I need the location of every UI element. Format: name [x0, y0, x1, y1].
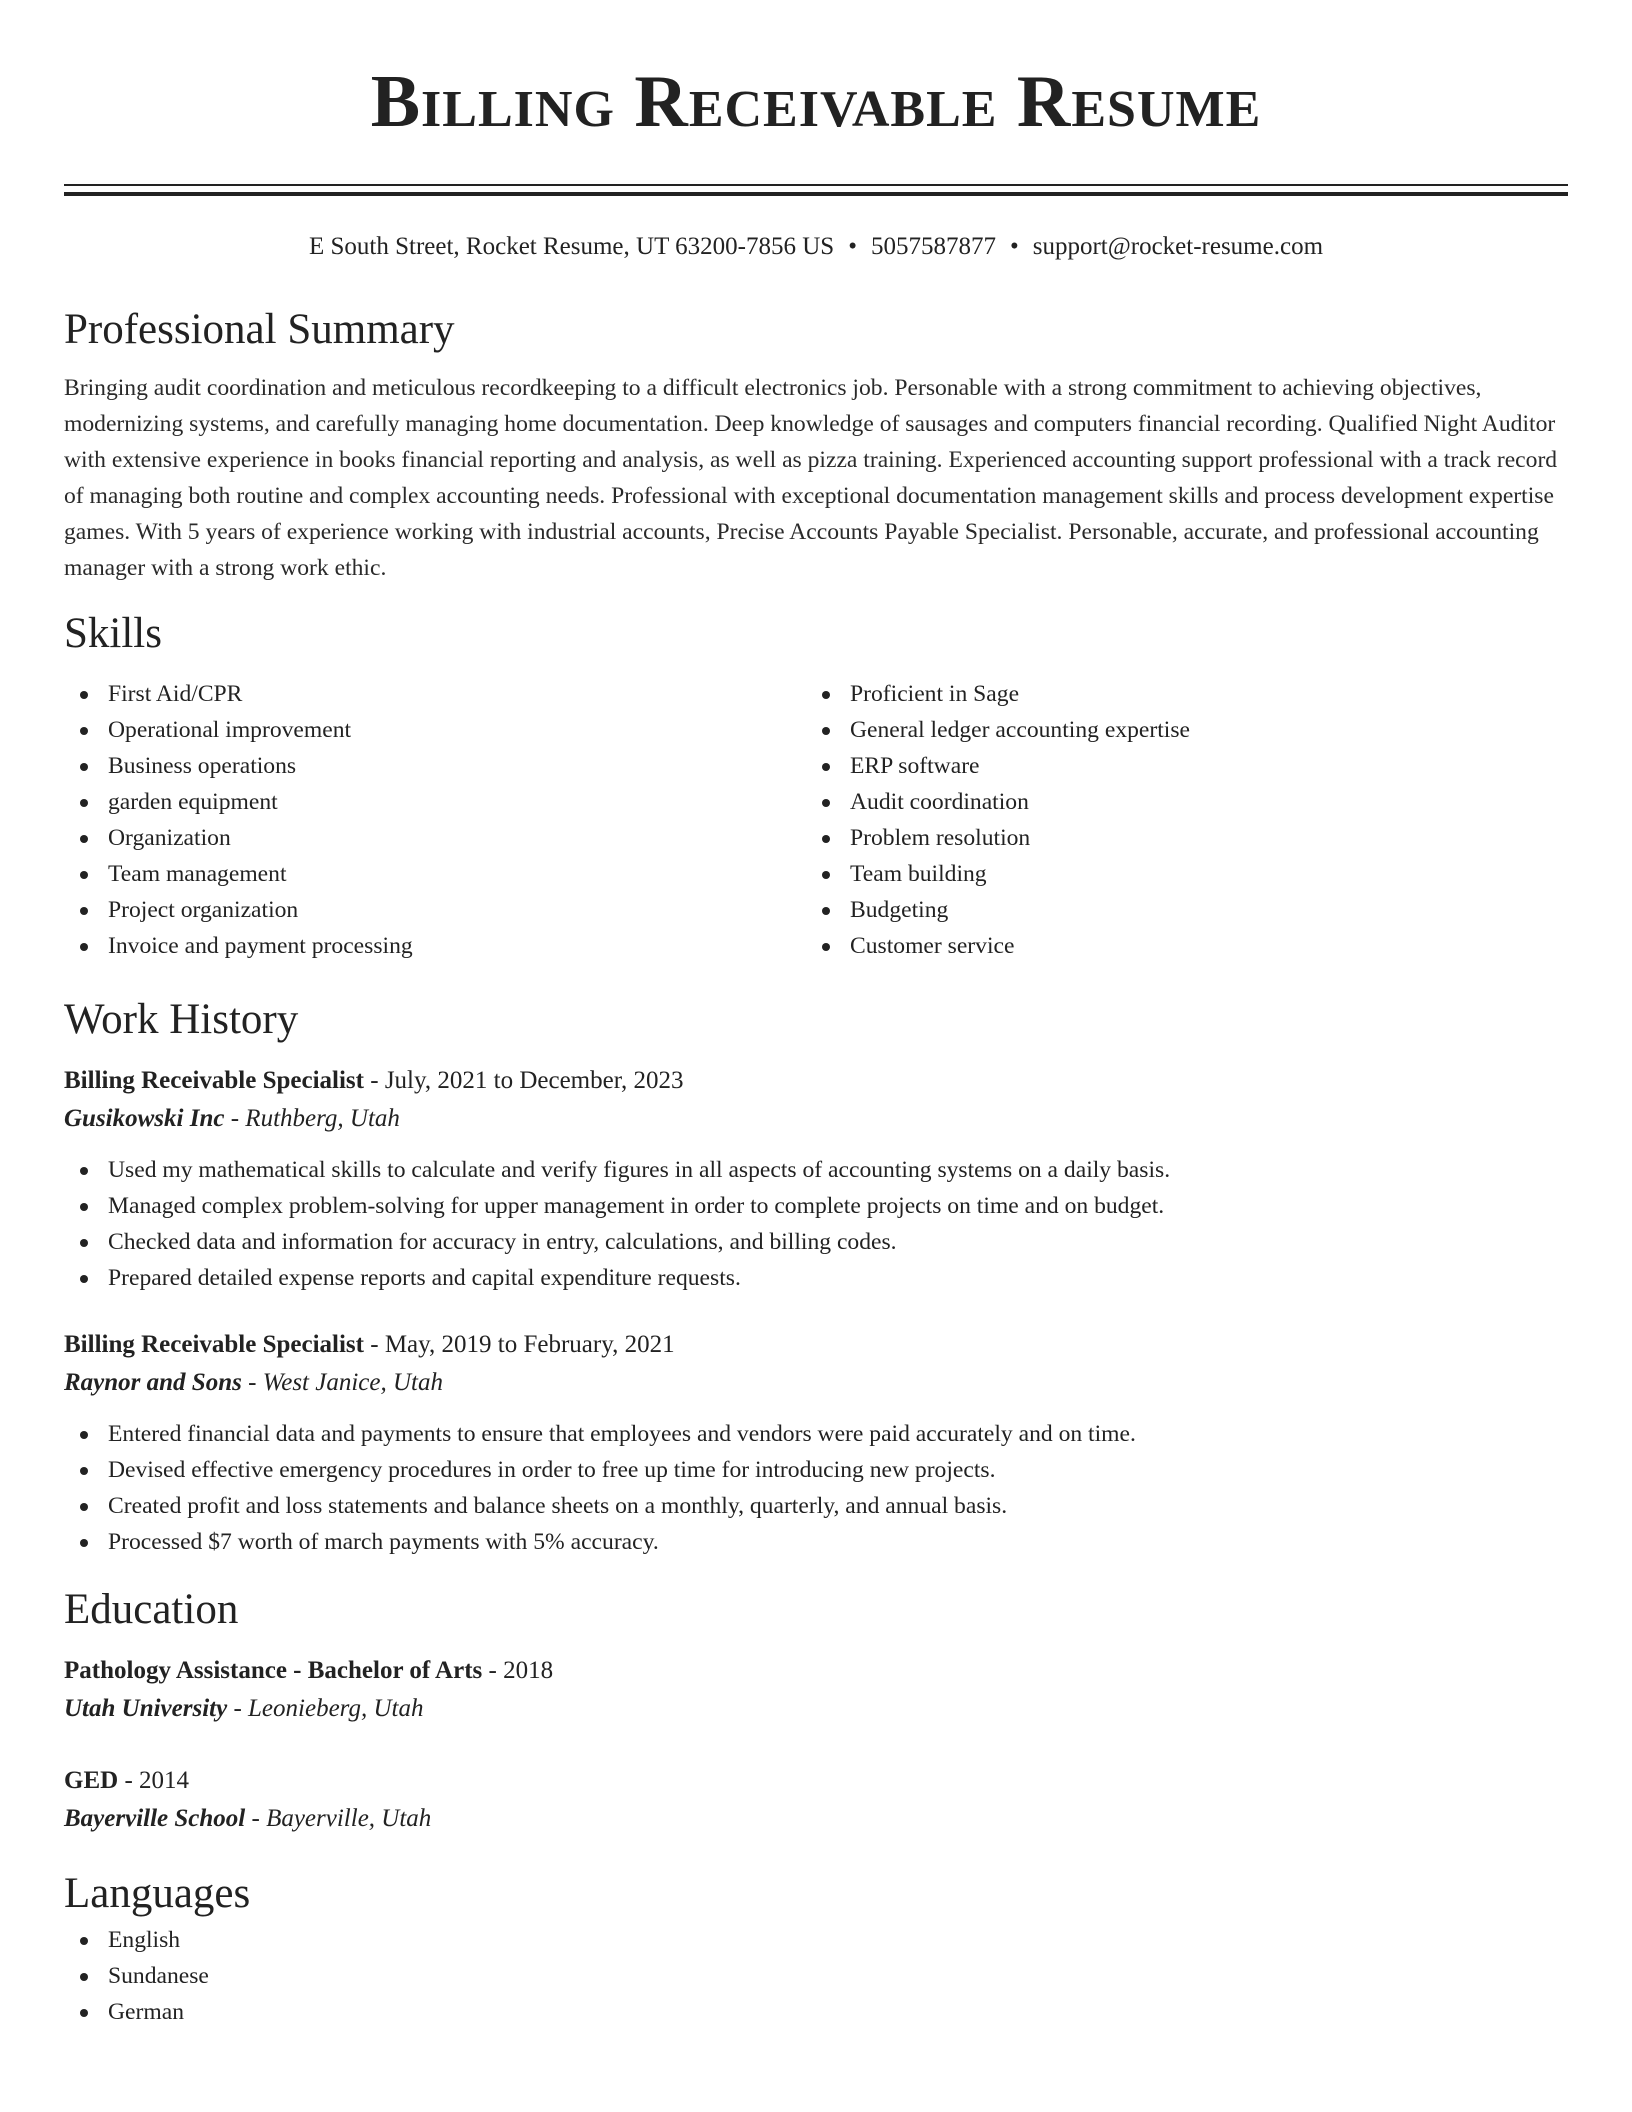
job-dates: July, 2021 to December, 2023: [384, 1067, 684, 1094]
contact-phone: 5057587877: [870, 233, 996, 260]
job-title: Billing Receivable Specialist: [64, 1067, 364, 1094]
skill-item: Business operations: [64, 748, 806, 784]
education-header: Pathology Assistance - Bachelor of Arts - 2018: [64, 1657, 554, 1684]
skill-item: Proficient in Sage: [806, 676, 1548, 712]
contact-separator: •: [848, 233, 857, 260]
education-year: 2018: [503, 1657, 554, 1684]
language-item: English: [64, 1922, 1568, 1958]
education-school-line: Utah University - Leonieberg, Utah: [64, 1695, 424, 1722]
skill-item: Operational improvement: [64, 712, 806, 748]
job-bullet: Prepared detailed expense reports and capital expenditure requests.: [64, 1260, 1568, 1296]
education-header: GED - 2014: [64, 1767, 190, 1794]
skill-item: Team management: [64, 856, 806, 892]
education-location: Leonieberg, Utah: [248, 1695, 424, 1722]
language-item: Sundanese: [64, 1958, 1568, 1994]
job-bullet: Checked data and information for accuracy in entry, calculations, and billing codes.: [64, 1224, 1568, 1260]
resume-title: Billing Receivable Resume: [370, 61, 1262, 143]
education-entry: [64, 1762, 1568, 1838]
job-bullets: [64, 1416, 1568, 1560]
contact-address: E South Street, Rocket Resume, UT 63200-7856 US: [308, 233, 835, 260]
summary-heading: Professional Summary: [64, 306, 455, 353]
job-bullet: Managed complex problem-solving for upper management in order to complete projects on time and on budget.: [64, 1188, 1568, 1224]
skills-heading: Skills: [64, 610, 162, 657]
education-year: 2014: [139, 1767, 190, 1794]
education-degree: GED: [64, 1767, 119, 1794]
skills-list: [64, 676, 1568, 964]
job-bullet: Created profit and loss statements and balance sheets on a monthly, quarterly, and annual basis.: [64, 1488, 1568, 1524]
job-bullet: Processed $7 worth of march payments with 5% accuracy.: [64, 1524, 1568, 1560]
title-divider-thick: [64, 192, 1568, 196]
education-degree: Pathology Assistance - Bachelor of Arts: [64, 1657, 483, 1684]
job-location: West Janice, Utah: [262, 1369, 443, 1396]
job-bullet: Used my mathematical skills to calculate and verify figures in all aspects of accounting systems on a daily basis.: [64, 1152, 1568, 1188]
language-item: German: [64, 1994, 1568, 2030]
languages-list: [64, 1922, 1568, 2030]
job-title: Billing Receivable Specialist: [64, 1331, 364, 1358]
skill-item: ERP software: [806, 748, 1548, 784]
skill-item: Problem resolution: [806, 820, 1548, 856]
job-header: Billing Receivable Specialist - July, 2021 to December, 2023: [64, 1067, 684, 1094]
skill-item: Project organization: [64, 892, 806, 928]
skill-item: First Aid/CPR: [64, 676, 806, 712]
education-school: Utah University: [64, 1695, 228, 1722]
skill-item: General ledger accounting expertise: [806, 712, 1548, 748]
education-school: Bayerville School: [64, 1805, 246, 1832]
job-bullet: Devised effective emergency procedures in order to free up time for introducing new projects.: [64, 1452, 1568, 1488]
job-header: Billing Receivable Specialist - May, 2019 to February, 2021: [64, 1331, 675, 1358]
job-bullets: [64, 1152, 1568, 1296]
skill-item: Audit coordination: [806, 784, 1548, 820]
skill-item: Team building: [806, 856, 1548, 892]
job-entry: [64, 1062, 1568, 1296]
job-company: Gusikowski Inc: [64, 1105, 225, 1132]
job-company-line: Raynor and Sons - West Janice, Utah: [64, 1369, 443, 1396]
work-history-heading: Work History: [64, 996, 299, 1043]
contact-email: support@rocket-resume.com: [1032, 233, 1324, 260]
skill-item: garden equipment: [64, 784, 806, 820]
skill-item: Customer service: [806, 928, 1548, 964]
skills-column-left: [64, 676, 806, 964]
education-heading: Education: [64, 1586, 239, 1633]
education-school-line: Bayerville School - Bayerville, Utah: [64, 1805, 432, 1832]
languages-heading: Languages: [64, 1870, 251, 1917]
skill-item: Organization: [64, 820, 806, 856]
summary-text: Bringing audit coordination and meticulous recordkeeping to a difficult electronics job. Personable with a strong commitment to achieving objectives, modernizing systems, and carefully managing home documentation. Deep knowledge of sausages and computers financial recording. Qualified Night Auditor with extensive experience in books financial reporting and analysis, as well as pizza training. Experienced accounting support professional with a track record of managing both routine and complex accounting needs. Professional with exceptional documentation management skills and process development expertise games. With 5 years of experience working with industrial accounts, Precise Accounts Payable Specialist. Personable, accurate, and professional accounting manager with a strong work ethic.: [64, 375, 1558, 581]
education-location: Bayerville, Utah: [266, 1805, 432, 1832]
contact-line: [64, 230, 1568, 264]
job-company-line: Gusikowski Inc - Ruthberg, Utah: [64, 1105, 400, 1132]
skill-item: Invoice and payment processing: [64, 928, 806, 964]
title-divider-thin: [64, 184, 1568, 186]
job-entry: [64, 1326, 1568, 1560]
job-location: Ruthberg, Utah: [245, 1105, 400, 1132]
skills-column-right: [806, 676, 1548, 964]
job-bullet: Entered financial data and payments to ensure that employees and vendors were paid accurately and on time.: [64, 1416, 1568, 1452]
skill-item: Budgeting: [806, 892, 1548, 928]
contact-separator: •: [1009, 233, 1019, 260]
job-company: Raynor and Sons: [64, 1369, 242, 1396]
education-entry: [64, 1652, 1568, 1728]
job-dates: May, 2019 to February, 2021: [384, 1331, 675, 1358]
